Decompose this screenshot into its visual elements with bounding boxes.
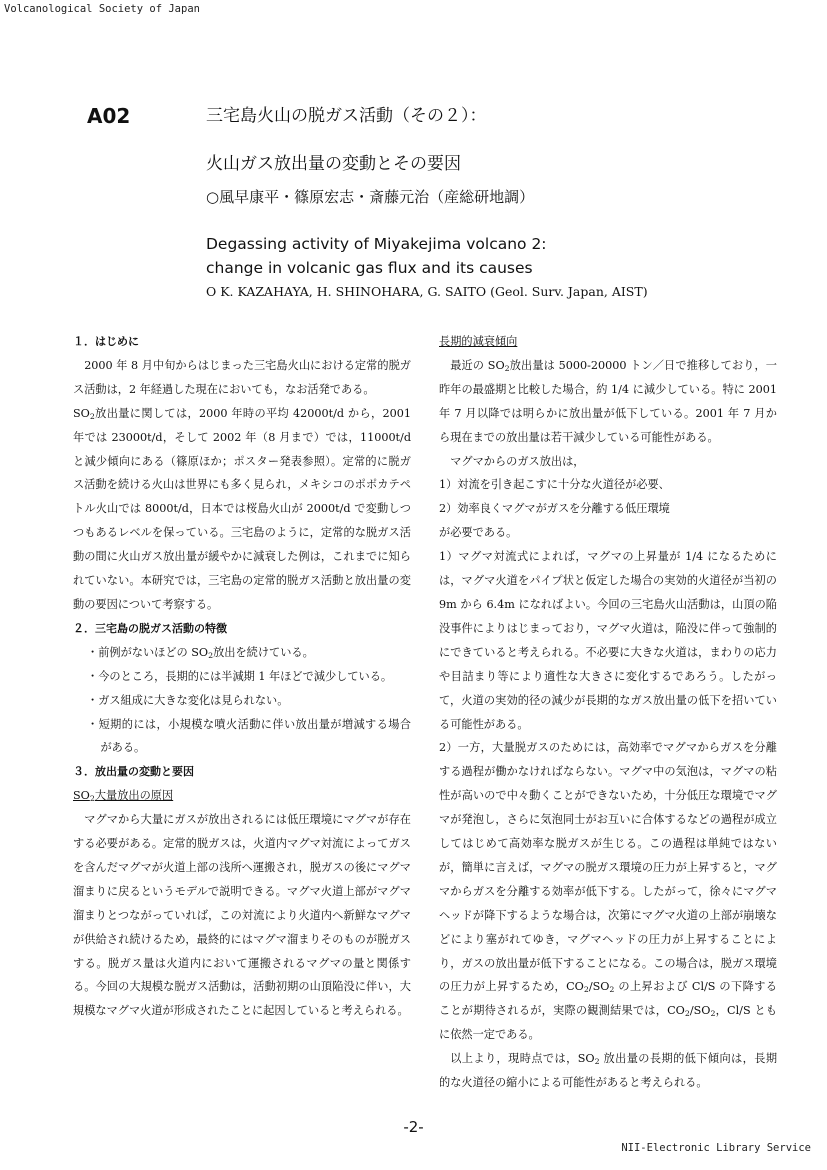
authors-jp: ○風早康平・篠原宏志・斎藤元治（産総研地調）: [206, 188, 535, 206]
authors-en: O K. KAZAHAYA, H. SHINOHARA, G. SAITO (Geol. Surv. Japan, AIST): [206, 284, 648, 299]
paragraph: 2）一方，大量脱ガスのためには，高効率でマグマからガスを分離する過程が働かなければならない。マグマ中の気泡は，マグマの粘性が高いので中々動くことができないため，十分低圧な環境でマグマが発泡し，さらに気泡同士がお互いに合体するなどの過程が成立してはじめて高効率な脱ガスが生じる。この過程は単純ではないが，簡単に言えば，マグマの脱ガス環境の圧力が上昇すると，マグマからガスを分離する効率が低下する。したがって，徐々にマグマヘッドが降下するような場合は，次第にマグマ火道の上部が崩壊などにより塞がれてゆき，マグマヘッドの圧力が上昇することにより，ガスの放出量が低下することになる。この場合は，脱ガス環境の圧力が上昇するため，$CO_2/SO_2$ の上昇および Cl/S の下降することが期待されるが，実際の観測結果では，$CO_2/SO_2$，Cl/S ともに依然一定である。: [439, 741, 777, 1042]
header-society: Volcanological Society of Japan: [4, 3, 200, 15]
abstract-code: A02: [87, 104, 131, 128]
section-heading-features: ２．三宅島の脱ガス活動の特徴: [73, 621, 227, 635]
left-column: [73, 330, 411, 1023]
list-item: ・今のところ，長期的には半減期 1 年ほどで減少している。: [87, 669, 393, 683]
section-heading-flux: ３．放出量の変動と要因: [73, 765, 194, 779]
title-jp-line2: 火山ガス放出量の変動とその要因: [206, 154, 461, 174]
title-en-line2: change in volcanic gas flux and its causes: [206, 259, 533, 277]
list-item: ・短期的には，小規模な噴火活動に伴い放出量が増減する場合がある。: [87, 717, 411, 755]
paragraph: マグマからのガス放出は，: [450, 454, 585, 468]
title-jp-line1: 三宅島火山の脱ガス活動（その２）：: [206, 106, 487, 126]
paragraph: 以上より，現時点では，$SO_2$ 放出量の長期的低下傾向は，長期的な火道径の縮小による可能性があると考えられる。: [439, 1052, 778, 1090]
feature-list: [73, 641, 411, 761]
paragraph: マグマから大量にガスが放出されるには低圧環境にマグマが存在する必要がある。定常的脱ガスは，火道内マグマ対流によってガスを含んだマグマが火道上部の浅所へ運搬され，脱ガスの後にマグマ溜まりに戻るというモデルで説明できる。マグマ火道上部がマグマ溜まりとつながっていれば，この対流により火道内へ新鮮なマグマが供給され続けるため，最終的にはマグマ溜まりそのものが脱ガスする。脱ガス量は火道内において運搬されるマグマの量と関係する。今回の大規模な脱ガス活動は，活動初期の山頂陥没に伴い，大規模なマグマ火道が形成されたことに起因していると考えられる。: [73, 813, 411, 1018]
footer-library: NII-Electronic Library Service: [621, 1142, 811, 1154]
condition-item: 1）対流を引き起こすに十分な火道径が必要、: [439, 478, 670, 492]
condition-item: 2）効率良くマグマがガスを分離する低圧環境: [439, 502, 670, 516]
subheading-so2-cause: $SO_2$大量放出の原因: [73, 789, 174, 804]
section-heading-intro: １．はじめに: [73, 335, 139, 348]
subheading-long-term: 長期的減衰傾向: [439, 335, 518, 348]
condition-item: が必要である。: [439, 526, 518, 540]
paragraph: 2000 年 8 月中旬からはじまった三宅島火山における定常的脱ガス活動は，2 年経過した現在においても，なお活発である。: [73, 358, 411, 396]
page-number: -2-: [403, 1118, 424, 1136]
list-item: ・ガス組成に大きな変化は見られない。: [87, 693, 289, 707]
title-en-line1: Degassing activity of Miyakejima volcano 2:: [206, 235, 547, 253]
paragraph: $SO_2$放出量に関しては，2000 年時の平均 42000t/d から，2001 年では 23000t/d，そして 2002 年（8 月まで）では，11000t/d と減少傾向にある（篠原ほか；ポスター発表参照）。定常的に脱ガス活動を続ける火山は世界にも多く見られ，メキシコのポポカテペトル火山では 8000t/d，日本では桜島火山が 2000t/d で変動しつつもあるレベルを保っている。三宅島のように，定常的な脱ガス活動の間に火山ガス放出量が緩やかに減衰した例は，これまでに知られていない。本研究では，三宅島の定常的脱ガス活動と放出量の変動の要因について考察する。: [73, 406, 411, 611]
list-item: ・前例がないほどの $SO_2$放出を続けている。: [87, 645, 314, 660]
right-column: [439, 330, 777, 1095]
paragraph: 1）マグマ対流式によれば，マグマの上昇量が 1/4 になるためには，マグマ火道をパイプ状と仮定した場合の実効的火道径が当初の 9m から 6.4m になればよい。今回の三宅島火山活動は，山頂の陥没事件によりはじまっており，マグマ火道は，陥没に伴って強制的にできていると考えられる。不必要に大きな火道は，まわりの応力や目詰まり等により適性な大きさに変化するであろう。したがって，火道の実効的径の減少が長期的なガス放出量の低下を招いている可能性がある。: [439, 550, 777, 731]
paragraph: 最近の $SO_2$放出量は 5000-20000 トン／日で推移しており，一昨年の最盛期と比較した場合，約 1/4 に減少している。特に 2001 年 7 月以降では明らかに放出量が低下している。2001 年 7 月から現在までの放出量は若干減少している可能性がある。: [439, 358, 777, 444]
